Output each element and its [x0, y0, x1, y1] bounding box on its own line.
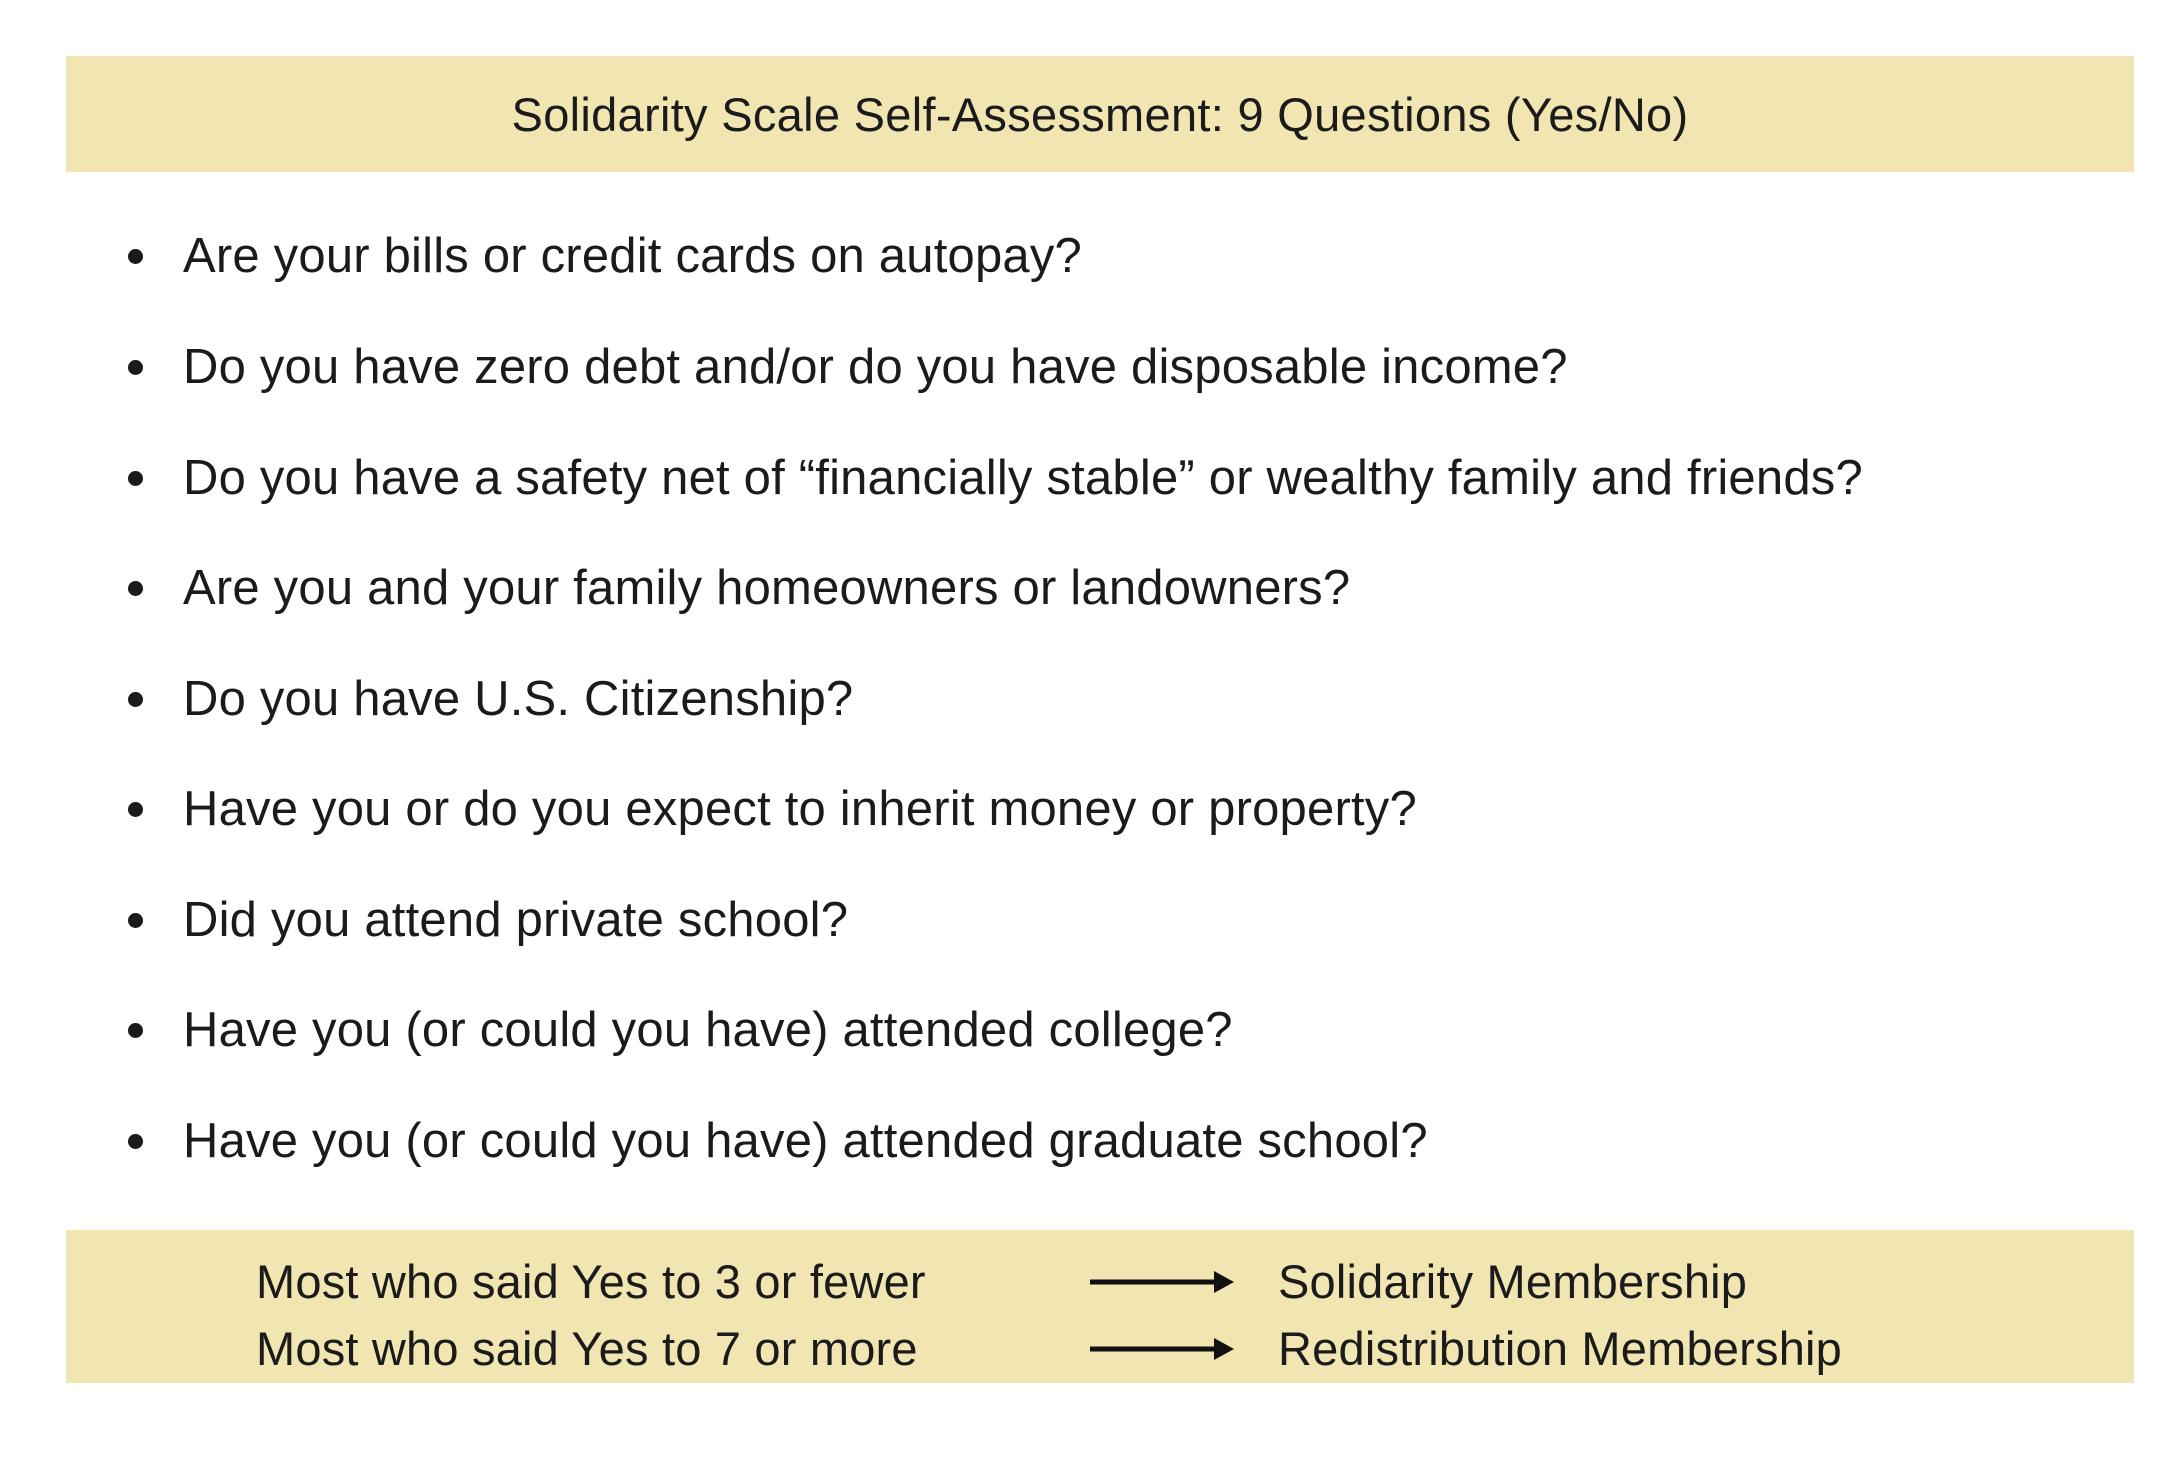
- list-item: [128, 890, 848, 950]
- bullet-icon: [128, 913, 143, 928]
- question-text: Have you (or could you have) attended college?: [183, 1003, 1233, 1057]
- list-item: [128, 779, 1417, 839]
- membership-rule: [66, 1252, 2134, 1312]
- bullet-icon: [128, 360, 143, 375]
- bullet-icon: [128, 471, 143, 486]
- list-item: [128, 337, 1568, 397]
- list-item: [128, 1111, 1428, 1171]
- list-item: [128, 226, 1082, 286]
- membership-rule: [66, 1319, 2134, 1379]
- rule-result: Redistribution Membership: [1278, 1322, 1843, 1375]
- bullet-icon: [128, 1023, 143, 1038]
- bullet-icon: [128, 581, 143, 596]
- rule-result: Solidarity Membership: [1278, 1255, 1748, 1308]
- rule-condition: Most who said Yes to 7 or more: [256, 1322, 918, 1375]
- question-text: Are your bills or credit cards on autopay?: [183, 229, 1083, 283]
- page-title: Solidarity Scale Self-Assessment: 9 Questions (Yes/No): [511, 87, 1689, 141]
- bullet-icon: [128, 249, 143, 264]
- question-text: Did you attend private school?: [183, 893, 849, 947]
- rule-condition: Most who said Yes to 3 or fewer: [256, 1255, 926, 1308]
- question-text: Have you (or could you have) attended graduate school?: [183, 1114, 1428, 1168]
- list-item: [128, 558, 1350, 618]
- right-arrow-icon: [1090, 1269, 1234, 1295]
- question-text: Do you have a safety net of “financially stable” or wealthy family and friends?: [183, 451, 1863, 505]
- bullet-icon: [128, 1134, 143, 1149]
- question-text: Do you have zero debt and/or do you have disposable income?: [183, 340, 1568, 394]
- list-item: [128, 669, 853, 729]
- membership-guide-banner: [66, 1230, 2134, 1383]
- right-arrow-icon: [1090, 1336, 1234, 1362]
- list-item: [128, 448, 1863, 508]
- bullet-icon: [128, 692, 143, 707]
- question-text: Are you and your family homeowners or landowners?: [183, 561, 1351, 615]
- bullet-icon: [128, 802, 143, 817]
- question-text: Have you or do you expect to inherit money or property?: [183, 782, 1417, 836]
- list-item: [128, 1000, 1233, 1060]
- question-text: Do you have U.S. Citizenship?: [183, 672, 854, 726]
